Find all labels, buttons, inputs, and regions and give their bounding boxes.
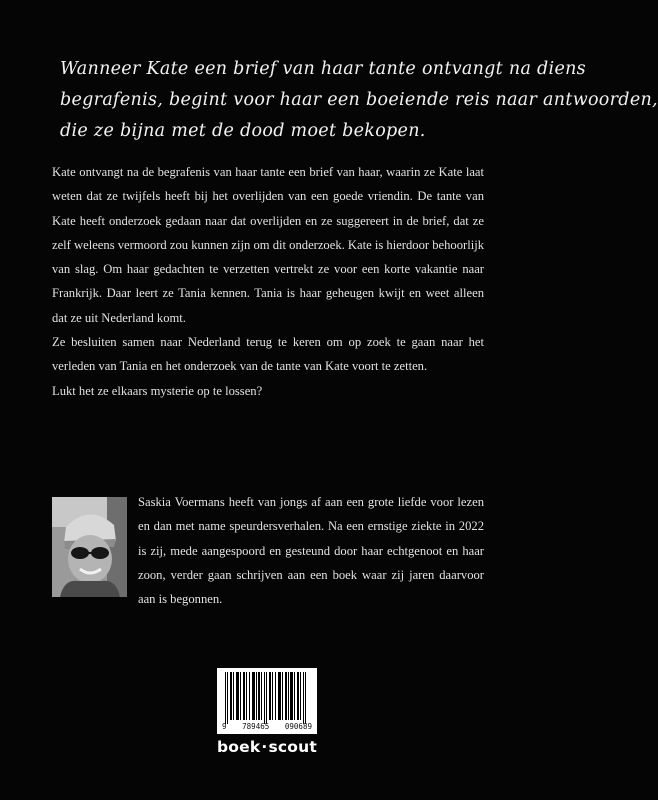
publisher-logo-dot: · [261, 738, 268, 756]
author-bio: Saskia Voermans heeft van jongs af aan een grote liefde voor lezen en dan met name speurdersverhalen. Na een ernstige ziekte in 2022 is zij, mede aangespoord en gesteund door haar echtgenoot en haar zoon, verder gaan schrijven aan een boek waar zij jaren daarvoor aan is begonnen. [138, 495, 484, 607]
isbn-group1: 789465 [242, 722, 270, 731]
publisher-logo [211, 738, 323, 756]
publisher-logo-part1: boek [217, 738, 261, 756]
blurb-paragraph: Kate ontvangt na de begrafenis van haar tante een brief van haar, waarin ze Kate laat weten dat ze twijfels heeft bij het overlijden van een goede vriendin. De tante van Kate heeft onderzoek gedaan naar dat overlijden en ze suggereert in de brief, dat ze zelf weleens vermoord zou kunnen zijn om dit onderzoek. Kate is hierdoor behoorlijk van slag. Om haar gedachten te verzetten vertrekt ze voor een korte vakantie naar Frankrijk. Daar leert ze Tania kennen. Tania is haar geheugen kwijt en weet alleen dat ze uit Nederland komt. [52, 165, 484, 325]
blurb [52, 160, 484, 403]
blurb-paragraph: Ze besluiten samen naar Nederland terug te keren om op zoek te gaan naar het verleden van Tania en het onderzoek van de tante van Kate voort te zetten. [52, 335, 484, 374]
isbn-prefix: 9 [222, 722, 227, 731]
tagline-line: die ze bijna met de dood moet bekopen. [60, 121, 426, 141]
isbn-number [217, 722, 317, 734]
isbn-group2: 090689 [284, 722, 312, 731]
publisher-logo-part2: scout [268, 738, 317, 756]
tagline-line: Wanneer Kate een brief van haar tante ontvangt na diens [60, 59, 586, 79]
tagline [60, 54, 658, 147]
tagline-line: begrafenis, begint voor haar een boeiende reis naar antwoorden, [60, 90, 658, 110]
blurb-paragraph: Lukt het ze elkaars mysterie op te lossen? [52, 383, 263, 398]
author-photo [52, 497, 127, 597]
